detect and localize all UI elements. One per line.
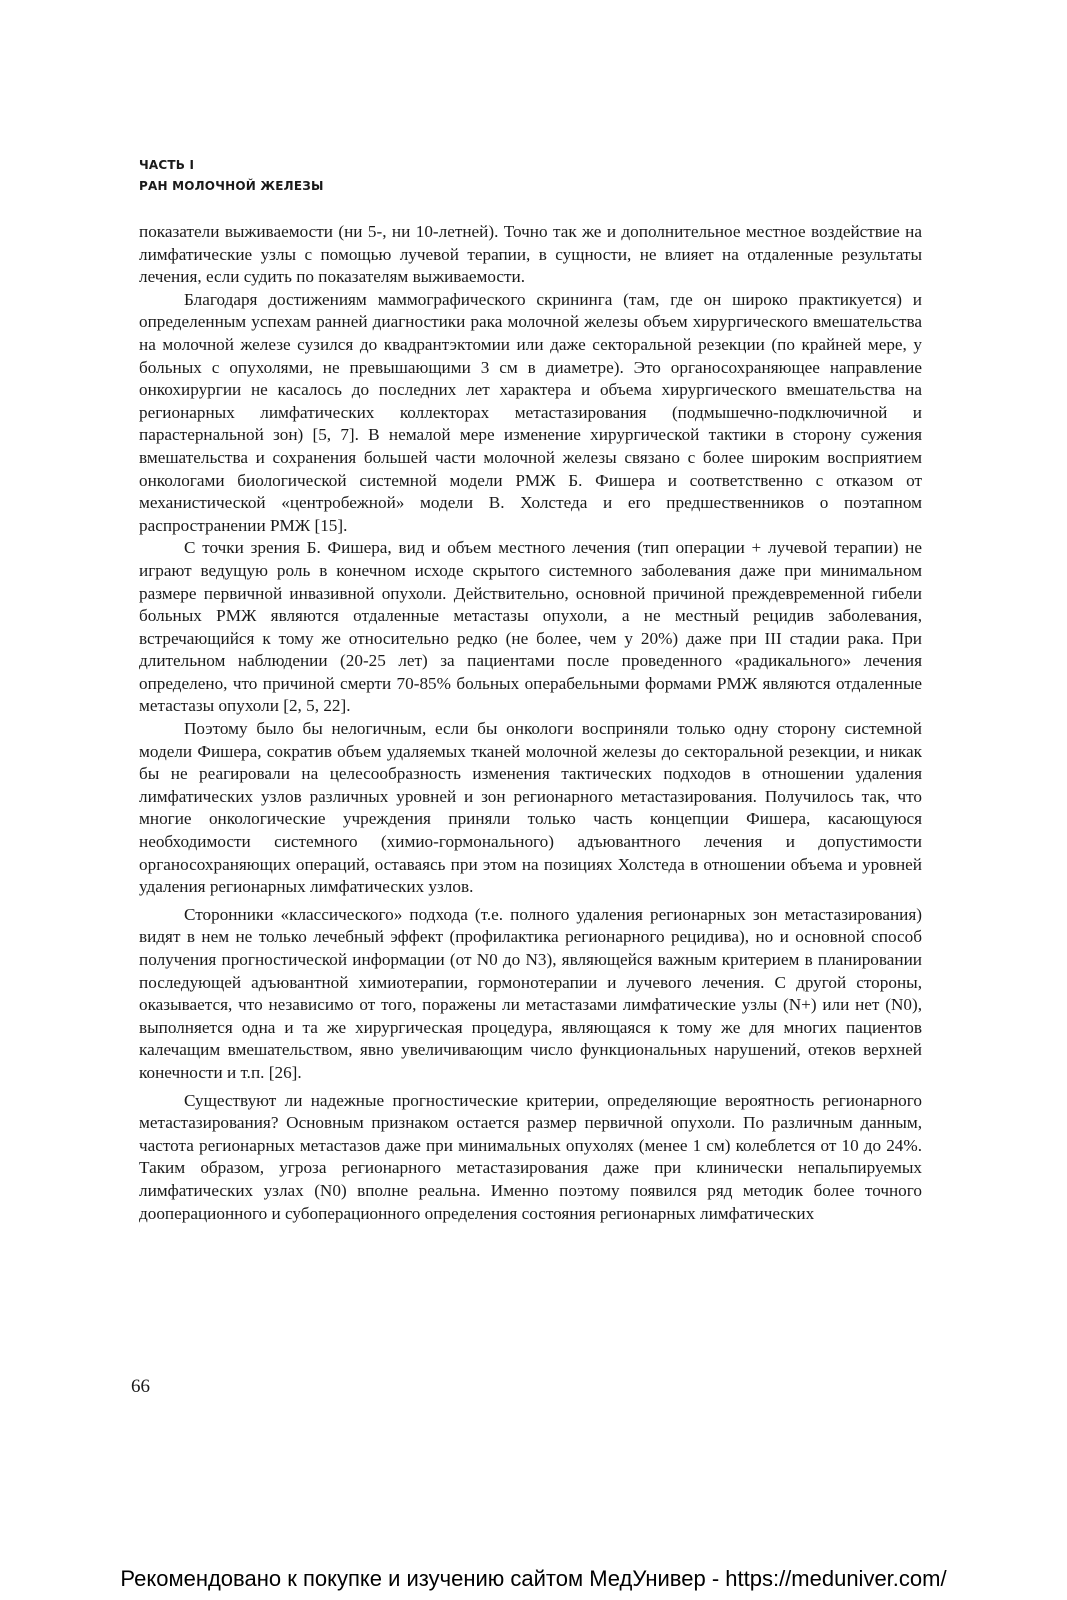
paragraph: Сторонники «классического» подхода (т.е. полного удаления регионарных зон метастазирования) видят в нем не только лечебный эффект (профилактика регионарного рецидива), но и основной способ получения прогностической информации (от N0 до N3), являющейся важным критерием в планировании последующей адъювантной химиотерапии, гормонотерапии и лучевого лечения. С другой стороны, оказывается, что независимо от того, поражены ли метастазами лимфатические узлы (N+) или нет (N0), выполняется одна и та же хирургическая процедура, являющаяся к тому же для многих пациентов калечащим вмешательством, явно увеличивающим число функциональных нарушений, отеков верхней конечности и т.п. [26]. — [139, 904, 922, 1082]
running-head-part: ЧАСТЬ I — [139, 158, 195, 172]
paragraph: Поэтому было бы нелогичным, если бы онкологи восприняли только одну сторону системной модели Фишера, сократив объем удаляемых тканей молочной железы до секторальной резекции, и никак бы не реагировали на целесообразность изменения тактических подходов в отношении удаления лимфатических узлов различных уровней и зон регионарного метастазирования. Получилось так, что многие онкологические учреждения приняли только часть концепции Фишера, касающуюся необходимости системного (химио-гормонального) адъювантного лечения и допустимости органосохраняющих операций, оставаясь при этом на позициях Холстеда в отношении объема и уровней удаления регионарных лимфатических узлов. — [139, 719, 922, 897]
paragraph: С точки зрения Б. Фишера, вид и объем местного лечения (тип операции + лучевой терапии) не играют ведущую роль в конечном исходе скрытого системного заболевания даже при минимальном размере первичной инвазивной опухоли. Действительно, основной причиной преждевременной гибели больных РМЖ являются отдаленные метастазы опухоли, а не местный рецидив заболевания, встречающийся к тому же относительно редко (не более, чем у 20%) даже при III стадии рака. При длительном наблюдении (20-25 лет) за пациентами после проведенного «радикального» лечения определено, что причиной смерти 70-85% больных операбельными формами РМЖ являются отдаленные метастазы опухоли [2, 5, 22]. — [139, 538, 922, 716]
paragraph: Благодаря достижениям маммографического скрининга (там, где он широко практикуется) и определенным успехам ранней диагностики рака молочной железы объем хирургического вмешательства на молочной железе сузился до квадрантэктомии или даже секторальной резекции (по крайней мере, у больных с опухолями, не превышающими 3 см в диаметре). Это органосохраняющее направление онкохирургии не касалось до последних лет характера и объема хирургического вмешательства на регионарных лимфатических коллекторах метастазирования (подмышечно-подключичной и парастернальной зон) [5, 7]. В немалой мере изменение хирургической тактики в сторону сужения вмешательства и сохранения большей части молочной железы связано с более широким восприятием онкологами биологической системной модели РМЖ Б. Фишера и соответственно с отказом от механистической «центробежной» модели В. Холстеда и его предшественников о поэтапном распространении РМЖ [15]. — [139, 289, 922, 535]
body-text — [139, 221, 922, 1225]
page-number: 66 — [131, 1376, 150, 1397]
running-head — [139, 155, 324, 197]
paragraph: Существуют ли надежные прогностические критерии, определяющие вероятность регионарного метастазирования? Основным признаком остается размер первичной опухоли. По различным данным, частота регионарных метастазов даже при минимальных опухолях (менее 1 см) колеблется от 10 до 24%. Таким образом, угроза регионарного метастазирования даже при клинически непальпируемых лимфатических узлах (N0) вполне реальна. Именно поэтому появился ряд методик более точного дооперационного и субоперационного определения состояния регионарных лимфатических — [139, 1090, 922, 1223]
paragraph-continuation: показатели выживаемости (ни 5-, ни 10-летней). Точно так же и дополнительное местное воздействие на лимфатические узлы с помощью лучевой терапии, в сущности, не влияет на отдаленные результаты лечения, если судить по показателям выживаемости. — [139, 222, 922, 287]
running-head-title: РАН МОЛОЧНОЙ ЖЕЛЕЗЫ — [139, 179, 324, 193]
footer-watermark: Рекомендовано к покупке и изучению сайтом МедУнивер - https://meduniver.com/ — [120, 1566, 947, 1591]
